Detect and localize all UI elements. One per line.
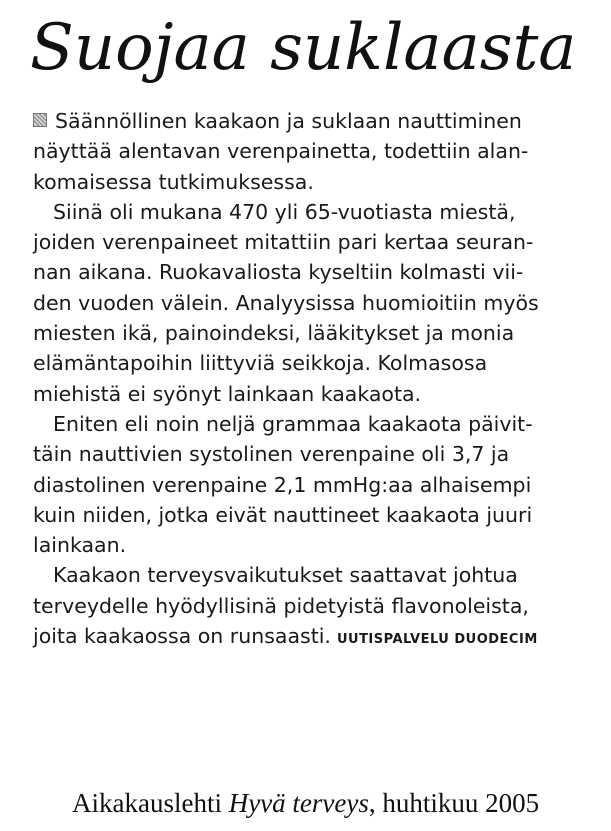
body-line: miehistä ei syönyt lainkaan kaakaota. [33,381,422,406]
publication-date: , huhtikuu 2005 [368,788,540,818]
body-line: elämäntapoihin liittyviä seikkoja. Kolmasosa [33,351,488,376]
article-body [33,106,593,651]
body-line: täin nauttivien systolinen verenpaine oli 3,7 ja [33,442,510,467]
body-line: miesten ikä, painoindeksi, lääkitykset ja monia [33,321,515,346]
body-line: Kaakaon terveysvaikutukset saattavat johtua [53,563,518,588]
body-line: komaisessa tutkimuksessa. [33,169,314,194]
body-line: lainkaan. [33,533,127,558]
source-credit: UUTISPALVELU DUODECIM [336,632,538,648]
body-line: joiden verenpaineet mitattiin pari kertaa seuran- [33,230,534,255]
body-line: kuin niiden, jotka eivät nauttineet kaakaota juuri [33,502,533,527]
body-line: Siinä oli mukana 470 yli 65-vuotiasta miestä, [53,199,516,224]
body-line: Säännöllinen kaakaon ja suklaan nauttiminen [33,106,593,136]
square-bullet-icon [33,113,47,127]
caption-prefix: Aikakauslehti [72,788,222,818]
article-headline: Suojaa suklaasta [30,11,577,85]
body-line: nan aikana. Ruokavaliosta kyseltiin kolmasti vii- [33,260,524,285]
body-line: den vuoden välein. Analyysissa huomioitiin myös [33,290,539,315]
body-line: diastolinen verenpaine 2,1 mmHg:aa alhaisempi [33,472,532,497]
body-line: Eniten eli noin neljä grammaa kaakaota päivit- [53,411,533,436]
body-line: näyttää alentavan verenpainetta, todettiin alan- [33,139,529,164]
publication-caption [72,787,539,819]
body-line: terveydelle hyödyllisinä pidetyistä flavonoleista, [33,593,529,618]
body-line: joita kaakaossa on runsaasti. UUTISPALVELU DUODECIM [33,624,538,649]
magazine-name: Hyvä terveys [228,788,369,818]
